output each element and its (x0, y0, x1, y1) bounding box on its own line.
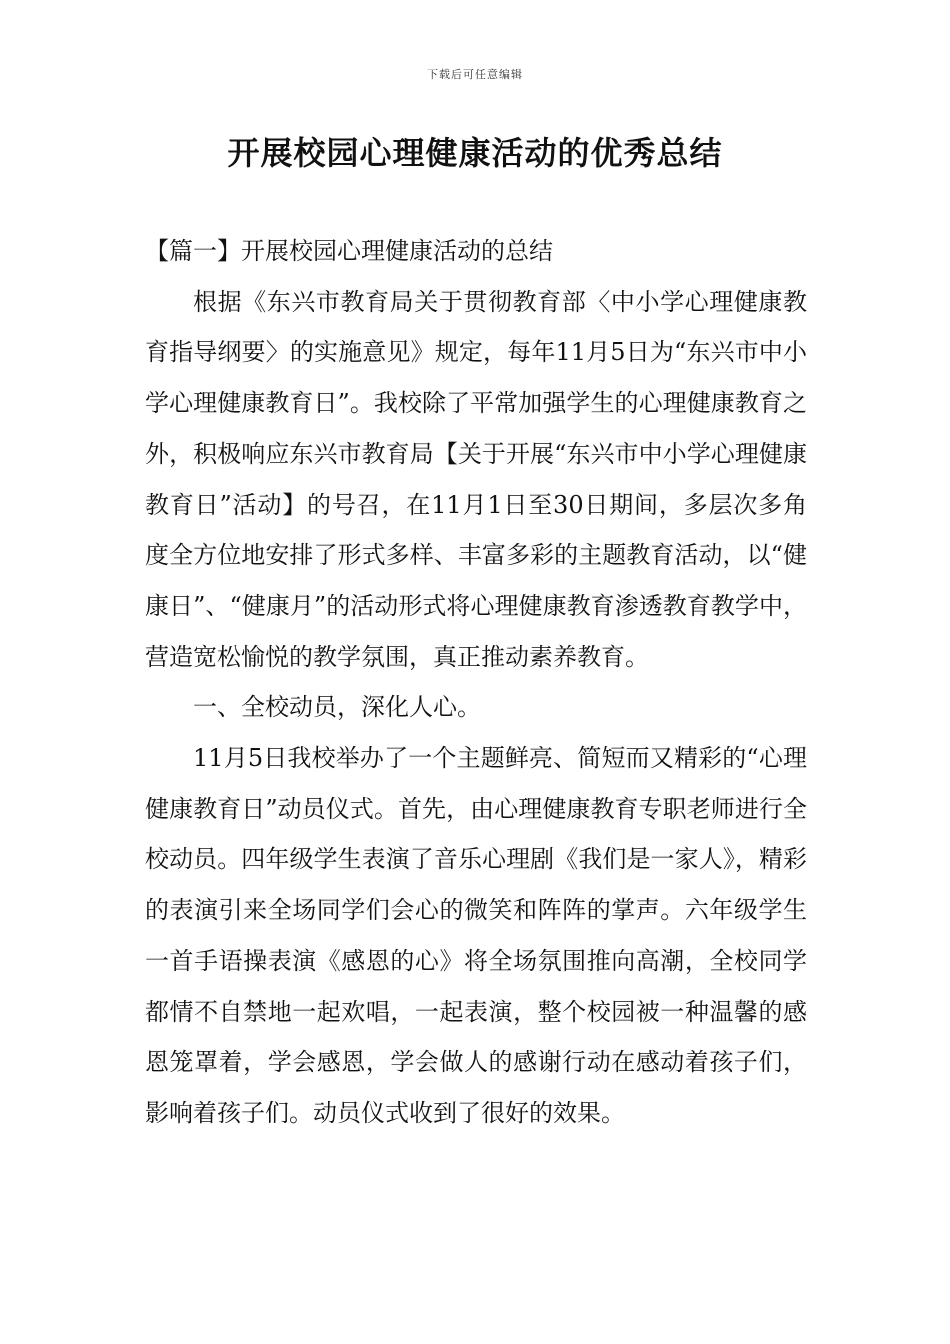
section-heading: 【篇一】开展校园心理健康活动的总结 (145, 237, 553, 265)
paragraph-intro: 根据《东兴市教育局关于贯彻教育部〈中小学心理健康教育指导纲要〉的实施意见》规定，每年11月5日为“东兴市中小学心理健康教育日”。我校除了平常加强学生的心理健康教育之外，积极响应东兴市教育局【关于开展“东兴市中小学心理健康教育日”活动】的号召，在11月1日至30日期间，多层次多角度全方位地安排了形式多样、丰富多彩的主题教育活动，以“健康日”、“健康月”的活动形式将心理健康教育渗透教育教学中，营造宽松愉悦的教学氛围，真正推动素养教育。 (145, 287, 807, 671)
paragraph-mobilization: 11月5日我校举办了一个主题鲜亮、简短而又精彩的“心理健康教育日”动员仪式。首先，由心理健康教育专职老师进行全校动员。四年级学生表演了音乐心理剧《我们是一家人》，精彩的表演引来全场同学们会心的微笑和阵阵的掌声。六年级学生一首手语操表演《感恩的心》将全场氛围推向高潮，全校同学都情不自禁地一起欢唱，一起表演，整个校园被一种温馨的感恩笼罩着，学会感恩，学会做人的感谢行动在感动着孩子们，影响着孩子们。动员仪式收到了很好的效果。 (145, 744, 807, 1127)
header-note: 下载后可任意编辑 (427, 68, 523, 81)
document-body (145, 226, 807, 1139)
document-title: 开展校园心理健康活动的优秀总结 (227, 134, 723, 172)
subheading-mobilization: 一、全校动员，深化人心。 (193, 693, 481, 722)
